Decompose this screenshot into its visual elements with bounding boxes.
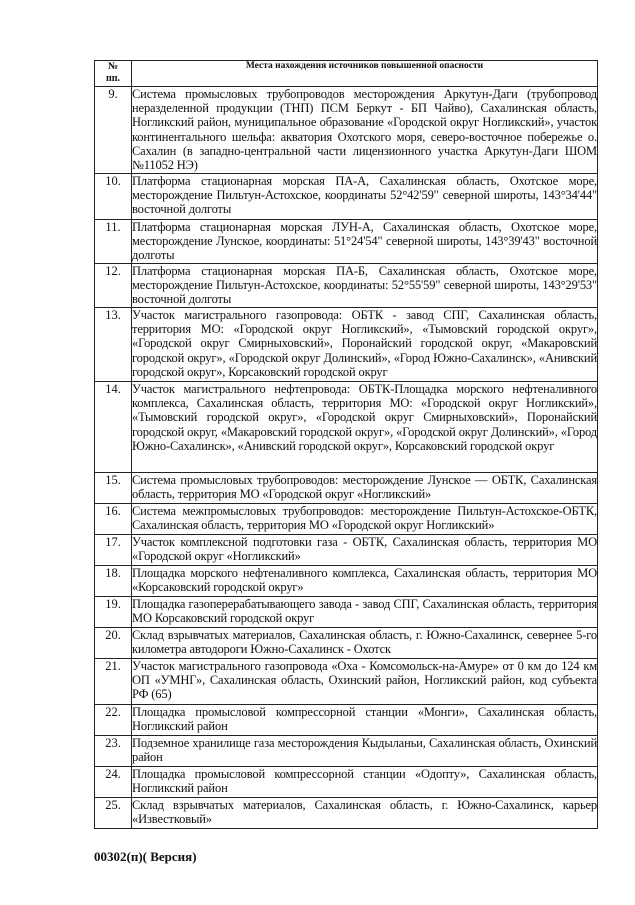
row-location-text: Участок магистрального газопровода «Оха - Комсомольск-на-Амуре» от 0 км до 124 км ОП «УМНГ», Сахалинская область, Охинский район, Ногликский район, код субъекта РФ (65) <box>132 659 598 705</box>
row-location-text: Участок комплексной подготовки газа - ОБТК, Сахалинская область, территория МО «Городской округ «Ногликский» <box>132 535 598 566</box>
table-row <box>95 220 598 264</box>
table-row <box>95 174 598 220</box>
row-number: 17. <box>95 535 132 566</box>
row-number: 18. <box>95 566 132 597</box>
description-column-header: Места нахождения источников повышенной опасности <box>132 61 598 87</box>
row-number: 14. <box>95 382 132 473</box>
row-location-text: Система промысловых трубопроводов месторождения Аркутун-Даги (трубопровод неразделенной продукции (ТНП) ПСМ Беркут - БП Чайво), Сахалинская область, Ногликский район, муниципальное образование «Городской округ Ногликский», участок континентального шельфа: акватория Охотского моря, северо-восточное побережье о. Сахалин (в западно-центральной части лицензионного участка Аркутун-Даги ШОМ №11052 НЭ) <box>132 87 597 173</box>
document-version: ( Версия) <box>142 849 197 864</box>
row-number: 23. <box>95 736 132 767</box>
table-row <box>95 535 598 566</box>
row-location-text: Площадка морского нефтеналивного комплекса, Сахалинская область, территория МО «Корсаковский городской округ» <box>132 566 598 597</box>
row-location-text: Система промысловых трубопроводов: месторождение Лунское — ОБТК, Сахалинская область, территория МО «Городской округ «Ногликский» <box>132 473 598 504</box>
table-row <box>95 798 598 829</box>
row-location-text: Участок магистрального нефтепровода: ОБТК-Площадка морского нефтеналивного комплекса, Сахалинская область, территория МО: «Городской округ Ногликский», «Тымовский городской округ», «Городской округ Смирныховский», Поронайский городской округ, «Макаровский городской округ», «Городской округ Долинский», «Город Южно-Сахалинск», «Анивский городской округ», Корсаковский городской округ <box>132 382 598 473</box>
table-row <box>95 566 598 597</box>
row-location-text: Площадка промысловой компрессорной станции «Монги», Сахалинская область, Ногликский район <box>132 705 598 736</box>
number-header-line1: № <box>107 61 119 72</box>
row-location-text: Склад взрывчатых материалов, Сахалинская область, г. Южно-Сахалинск, карьер «Известковый» <box>132 798 598 829</box>
table-row <box>95 659 598 705</box>
row-number: 12. <box>95 264 132 308</box>
row-number: 11. <box>95 220 132 264</box>
table-row <box>95 473 598 504</box>
row-number: 19. <box>95 597 132 628</box>
row-number: 21. <box>95 659 132 705</box>
row-location-text: Подземное хранилище газа месторождения Кыдыланьи, Сахалинская область, Охинский район <box>132 736 598 767</box>
table-row <box>95 597 598 628</box>
row-location-text: Система межпромысловых трубопроводов: месторождение Пильтун-Астохское-ОБТК, Сахалинская область, территория МО «Городской округ Ногликский» <box>132 504 598 535</box>
document-footer <box>94 849 197 865</box>
row-number: 10. <box>95 174 132 220</box>
table-row <box>95 767 598 798</box>
table-row <box>95 628 598 659</box>
row-number: 9. <box>95 87 132 174</box>
table-row <box>95 736 598 767</box>
row-location-text: Площадка газоперерабатывающего завода - завод СПГ, Сахалинская область, территория МО Корсаковский городской округ <box>132 597 598 628</box>
table-row <box>95 264 598 308</box>
row-location-text: Платформа стационарная морская ПА-А, Сахалинская область, Охотское море, месторождение Пильтун-Астохское, координаты 52°42'59" северной широты, 143°34'44" восточной долготы <box>132 174 598 220</box>
table-row <box>95 308 598 382</box>
table-row <box>95 504 598 535</box>
table-row <box>95 382 598 473</box>
row-number: 16. <box>95 504 132 535</box>
row-location-text: Участок магистрального газопровода: ОБТК - завод СПГ, Сахалинская область, территория МО: «Городской округ Ногликский», «Тымовский городской округ», «Городской округ Смирныховский», Поронайский городской округ, «Макаровский городской округ», «Городской округ Долинский», «Город Южно-Сахалинск», «Анивский городской округ», Корсаковский городской округ <box>132 308 598 382</box>
hazard-sources-table <box>94 60 598 829</box>
document-code: 00302(п) <box>94 849 143 864</box>
row-location-text: Площадка промысловой компрессорной станции «Одопту», Сахалинская область, Ногликский район <box>132 767 598 798</box>
row-number: 15. <box>95 473 132 504</box>
row-number: 25. <box>95 798 132 829</box>
row-number: 20. <box>95 628 132 659</box>
row-number: 24. <box>95 767 132 798</box>
row-number: 13. <box>95 308 132 382</box>
row-location-text: Платформа стационарная морская ЛУН-А, Сахалинская область, Охотское море, месторождение Лунское, координаты: 51°24'54" северной широты, 143°39'43" восточной долготы <box>132 220 597 263</box>
number-header-line2: пп. <box>105 73 121 84</box>
row-number: 22. <box>95 705 132 736</box>
row-location-text: Платформа стационарная морская ПА-Б, Сахалинская область, Охотское море, месторождение Пильтун-Астохское, координаты: 52°55'59" северной широты, 143°29'53" восточной долготы <box>132 264 597 307</box>
table-row <box>95 705 598 736</box>
row-location-text: Склад взрывчатых материалов, Сахалинская область, г. Южно-Сахалинск, севернее 5-го километра автодороги Южно-Сахалинск - Охотск <box>132 628 598 659</box>
table-row <box>95 87 598 174</box>
table-header-row <box>95 61 598 87</box>
number-column-header <box>95 61 132 87</box>
